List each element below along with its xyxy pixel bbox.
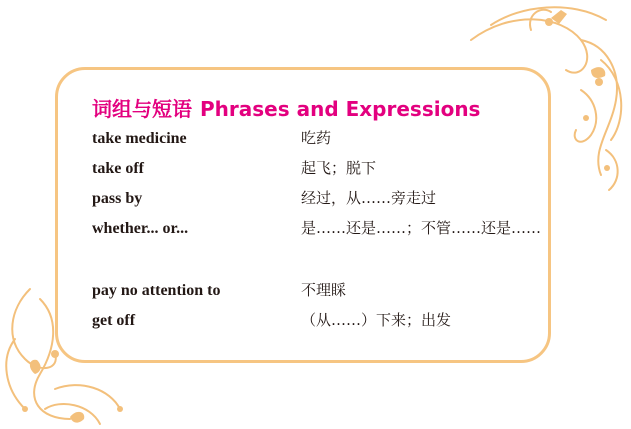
- phrase-english: take medicine: [92, 130, 187, 147]
- phrase-list: [92, 126, 552, 338]
- heading-english: Phrases and Expressions: [200, 97, 481, 121]
- phrase-english: take off: [92, 160, 144, 177]
- phrase-english: whether... or...: [92, 220, 189, 237]
- section-heading: [92, 96, 480, 122]
- phrase-row: [92, 308, 552, 338]
- phrase-english: get off: [92, 312, 136, 329]
- phrase-meaning: 经过，从……旁走过: [301, 189, 437, 207]
- phrase-row: [92, 216, 552, 278]
- phrase-meaning: 是……还是……；不管……还是……: [301, 219, 542, 237]
- phrase-row: [92, 186, 552, 216]
- phrase-meaning: （从……）下来；出发: [301, 311, 452, 329]
- phrase-row: [92, 278, 552, 308]
- phrase-meaning: 不理睬: [301, 281, 347, 299]
- phrase-row: [92, 156, 552, 186]
- heading-chinese: 词组与短语: [92, 97, 192, 121]
- phrase-english: pay no attention to: [92, 282, 221, 299]
- phrase-english: pass by: [92, 190, 143, 207]
- phrase-meaning: 吃药: [301, 129, 332, 147]
- phrase-row: [92, 126, 552, 156]
- phrase-meaning: 起飞；脱下: [301, 159, 377, 177]
